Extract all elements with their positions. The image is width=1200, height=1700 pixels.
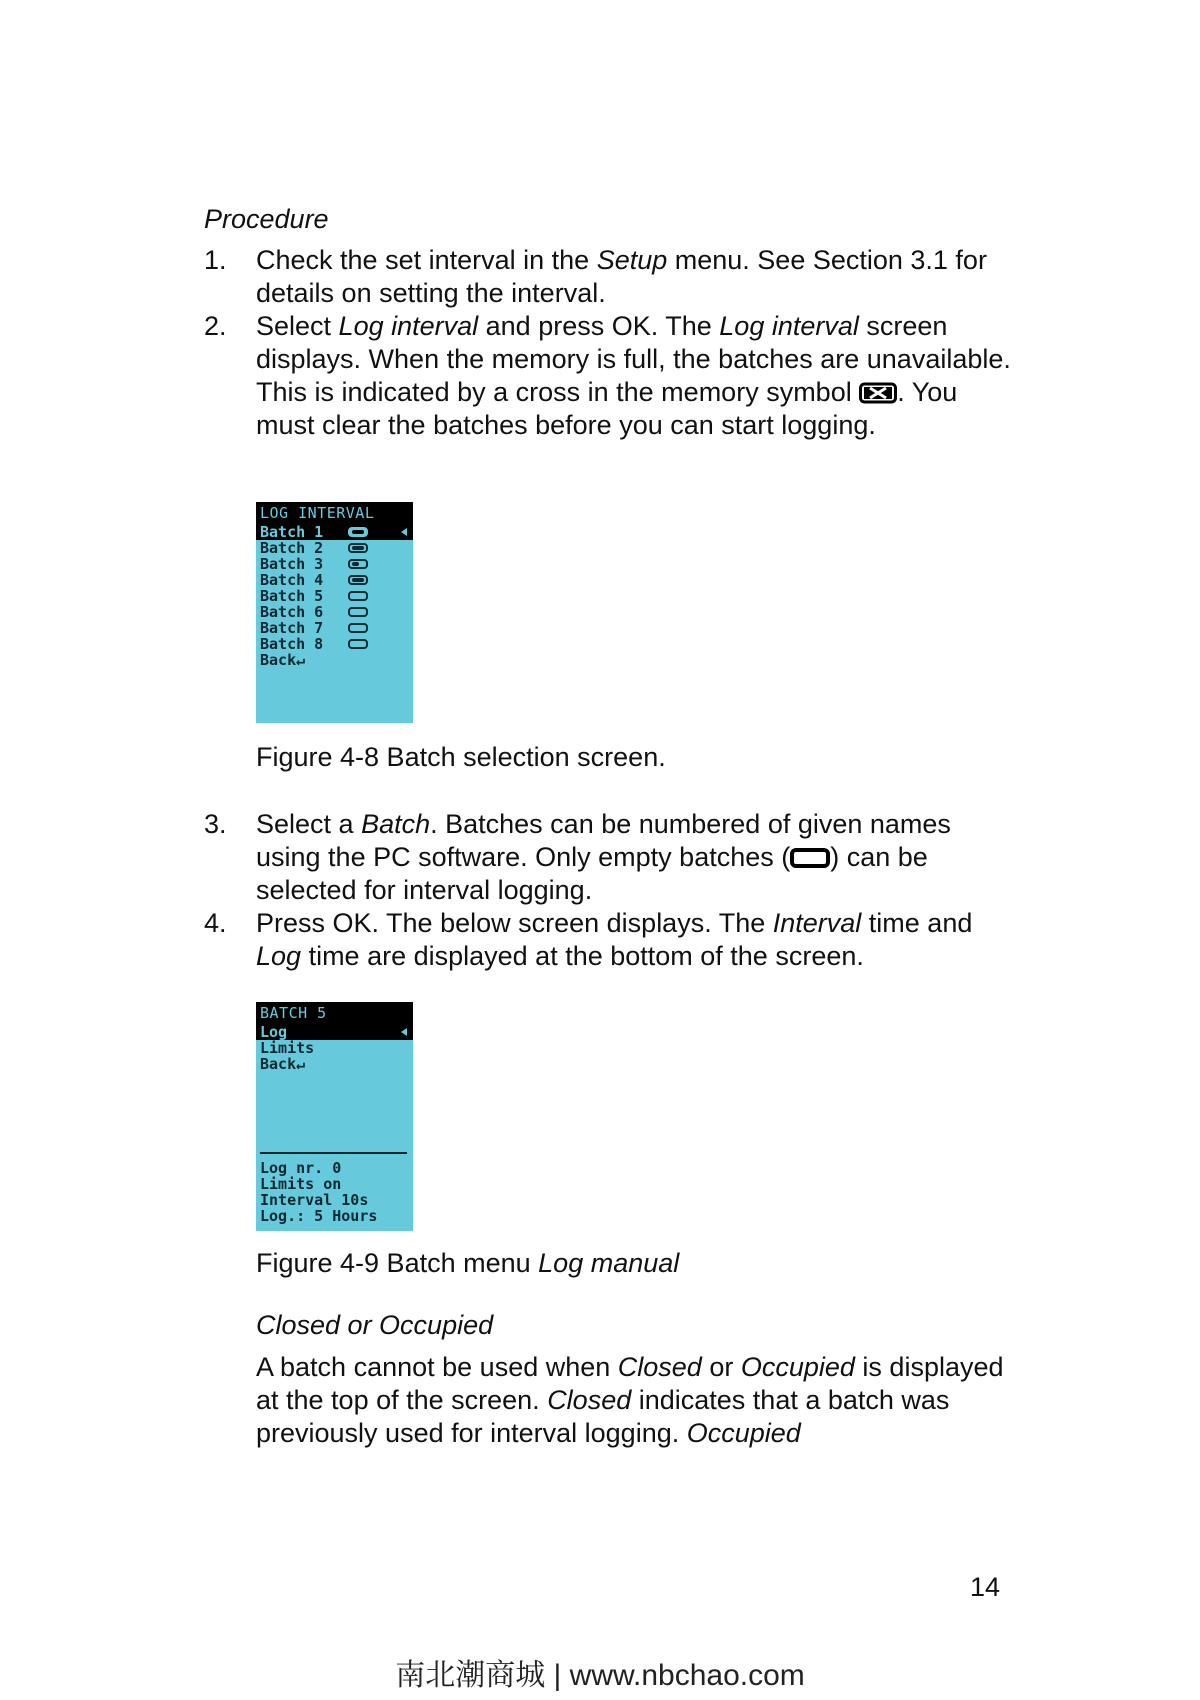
body-text: menu. See Section 3.1 for details on setting the interval.: [256, 245, 987, 308]
screen-title: BATCH 5: [256, 1002, 413, 1024]
batch-row: [256, 572, 413, 588]
body-text: indicates that a batch was previously used for interval logging.: [256, 1385, 950, 1448]
closed-occupied-heading: Closed or Occupied: [256, 1310, 494, 1340]
status-line: Limits on: [260, 1175, 342, 1193]
log-interval-screen: [256, 502, 413, 723]
emphasis-text: Setup: [596, 245, 668, 275]
status-block: [256, 1160, 413, 1224]
batch-row: [256, 540, 413, 556]
step-4-text: [256, 907, 1016, 973]
menu-item: Back↵: [260, 1055, 306, 1073]
body-text: ) can be selected for interval logging.: [256, 842, 928, 905]
menu-item-label: Log: [260, 1023, 288, 1041]
batch-label: Batch 7: [260, 619, 324, 637]
body-text: time are displayed at the bottom of the screen.: [301, 941, 864, 971]
divider: [260, 1152, 407, 1154]
batch-row: [256, 620, 413, 636]
status-line: Interval 10s: [260, 1191, 369, 1209]
emphasis-text: Occupied: [686, 1418, 801, 1448]
body-text: Check the set interval in the: [256, 245, 597, 275]
body-text: . Batches can be numbered of given names using the PC software. Only empty batches (: [256, 809, 951, 872]
emphasis-text: Log: [256, 941, 302, 971]
batch-memory-icon: [348, 527, 368, 537]
figure-4-8-caption: Figure 4-8 Batch selection screen.: [256, 742, 666, 772]
batch-label: Batch 3: [260, 555, 324, 573]
body-text: A batch cannot be used when: [256, 1352, 618, 1382]
menu-item-selected: [256, 1024, 413, 1040]
body-text: or: [701, 1352, 741, 1382]
footer-watermark: 南北潮商城 | www.nbchao.com: [395, 1659, 805, 1692]
batch-label: Batch 1: [260, 523, 324, 541]
body-text: is displayed at the top of the screen.: [256, 1352, 1004, 1415]
step-1-text: [256, 244, 1016, 310]
step-number: 4.: [204, 908, 227, 938]
body-text: Select a: [256, 809, 362, 839]
batch-label: Batch 8: [260, 635, 324, 653]
page-number: 14: [970, 1572, 1001, 1602]
body-text: Press OK. The below screen displays. The: [256, 908, 773, 938]
batch-memory-icon: [348, 575, 368, 585]
batch-list: [256, 524, 413, 652]
batch-row: [256, 636, 413, 652]
caption-italic: Log manual: [538, 1248, 680, 1278]
batch-memory-icon: [348, 639, 368, 649]
memory-full-icon: [859, 382, 897, 404]
emphasis-text: Log interval: [338, 311, 479, 341]
body-text: time and: [861, 908, 973, 938]
emphasis-text: Occupied: [740, 1352, 855, 1382]
back-item: Back↵: [260, 651, 306, 669]
caption-text: Figure 4-9 Batch menu: [256, 1248, 539, 1278]
procedure-heading: Procedure: [204, 204, 329, 234]
emphasis-text: Closed: [617, 1352, 702, 1382]
emphasis-text: Interval: [772, 908, 862, 938]
batch-memory-icon: [348, 591, 368, 601]
body-text: . You must clear the batches before you can start logging.: [256, 377, 958, 440]
step-2-text: [256, 310, 1016, 442]
batch-label: Batch 5: [260, 587, 324, 605]
body-text: and press OK. The: [478, 311, 720, 341]
batch-row: [256, 524, 413, 540]
emphasis-text: Batch: [361, 809, 431, 839]
step-3-text: [256, 808, 1016, 907]
batch-memory-icon: [348, 543, 368, 553]
batch-row: [256, 588, 413, 604]
batch-menu: [256, 1024, 413, 1072]
batch-label: Batch 6: [260, 603, 324, 621]
body-text: Select: [256, 311, 339, 341]
batch-memory-icon: [348, 623, 368, 633]
emphasis-text: Log interval: [719, 311, 859, 341]
status-line: Log nr. 0: [260, 1159, 342, 1177]
batch-row: [256, 556, 413, 572]
empty-batch-icon: [790, 847, 830, 869]
step-number: 1.: [204, 245, 227, 275]
status-line: Log.: 5 Hours: [260, 1207, 378, 1225]
step-number: 2.: [204, 311, 227, 341]
body-text: screen displays. When the memory is full, the batches are unavailable. This is indicated by a cross in the memory symbol: [256, 311, 1011, 407]
closed-occupied-text: [256, 1351, 1016, 1450]
figure-4-9-caption: [256, 1248, 679, 1279]
batch-memory-icon: [348, 559, 368, 569]
screen-title: LOG INTERVAL: [256, 502, 413, 524]
batch-label: Batch 4: [260, 571, 324, 589]
selection-arrow-icon: [401, 1028, 407, 1036]
batch-menu-screen: [256, 1002, 413, 1231]
menu-item: Limits: [260, 1039, 315, 1057]
batch-label: Batch 2: [260, 539, 324, 557]
batch-memory-icon: [348, 607, 368, 617]
selection-arrow-icon: [401, 528, 407, 536]
step-number: 3.: [204, 809, 227, 839]
emphasis-text: Closed: [547, 1385, 632, 1415]
batch-row: [256, 604, 413, 620]
